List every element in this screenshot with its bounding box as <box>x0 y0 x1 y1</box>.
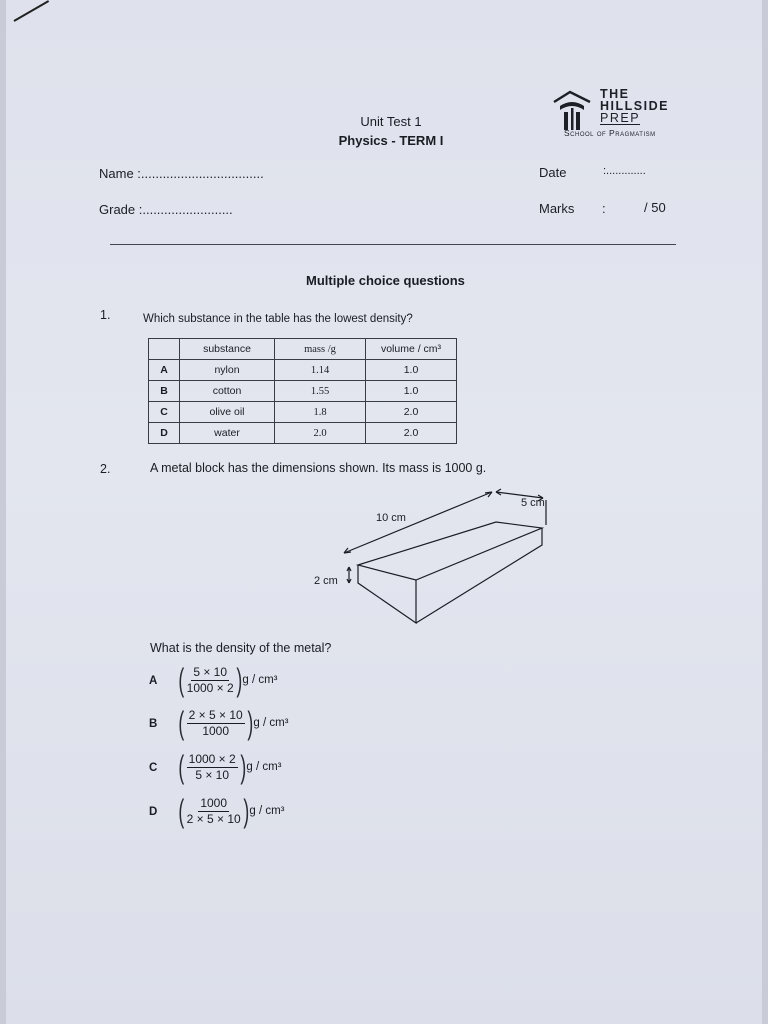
numerator: 2 × 5 × 10 <box>188 707 243 722</box>
fraction <box>187 665 234 696</box>
school-name-line1: THE <box>600 87 630 101</box>
unit: g / cm³ <box>253 717 289 729</box>
option-d-letter[interactable]: D <box>149 806 158 818</box>
test-title: Unit Test 1 <box>360 114 422 129</box>
exam-sheet <box>6 0 762 1024</box>
test-subject: Physics - TERM I <box>338 133 444 148</box>
table-row <box>149 423 457 444</box>
marks-label: Marks <box>539 201 575 216</box>
row-substance: nylon <box>180 360 275 381</box>
paren-close: ) <box>243 793 249 829</box>
unit: g / cm³ <box>246 761 282 773</box>
option-c-letter[interactable]: C <box>149 762 158 774</box>
row-mass: 1.14 <box>275 360 366 381</box>
school-name-line3: PREP <box>600 111 641 125</box>
option-b-letter[interactable]: B <box>149 718 158 730</box>
option-b-fraction[interactable] <box>176 707 289 739</box>
paren-close: ) <box>236 662 242 698</box>
row-volume: 1.0 <box>366 381 457 402</box>
density-table <box>148 338 457 444</box>
table-header: substance <box>180 339 275 360</box>
paren-open: ( <box>178 662 185 698</box>
q1-number: 1. <box>100 308 111 322</box>
marks-colon: : <box>602 201 606 216</box>
row-volume: 1.0 <box>366 360 457 381</box>
table-row <box>149 381 457 402</box>
row-letter: A <box>149 360 180 381</box>
pencil-mark <box>14 0 50 22</box>
option-c-fraction[interactable] <box>176 751 282 783</box>
school-name-line2: HILLSIDE <box>600 99 669 113</box>
row-substance: water <box>180 423 275 444</box>
school-name <box>600 88 669 125</box>
grade-field[interactable]: Grade :......................... <box>99 202 233 217</box>
paren-close: ) <box>247 705 253 741</box>
school-tagline: School of Pragmatism <box>564 128 656 138</box>
table-header: volume / cm³ <box>366 339 457 360</box>
section-title: Multiple choice questions <box>306 273 465 288</box>
table-header <box>149 339 180 360</box>
numerator: 1000 × 2 <box>188 751 236 766</box>
row-mass: 1.55 <box>275 381 366 402</box>
denominator: 1000 <box>202 723 230 738</box>
header-divider <box>110 244 676 245</box>
q1-text: Which substance in the table has the lowest density? <box>143 313 413 325</box>
paren-open: ( <box>178 705 185 741</box>
name-field[interactable]: Name :.................................. <box>99 166 264 181</box>
dim-width-label: 5 cm <box>521 497 545 509</box>
fraction <box>187 708 245 739</box>
marks-total: / 50 <box>644 200 666 215</box>
dim-length-label: 10 cm <box>376 512 406 524</box>
row-letter: B <box>149 381 180 402</box>
row-mass: 2.0 <box>275 423 366 444</box>
option-a-fraction[interactable] <box>176 664 278 696</box>
row-letter: D <box>149 423 180 444</box>
q2-text: A metal block has the dimensions shown. Its mass is 1000 g. <box>150 461 487 475</box>
row-volume: 2.0 <box>366 423 457 444</box>
unit: g / cm³ <box>249 805 285 817</box>
paren-open: ( <box>178 749 185 785</box>
denominator: 1000 × 2 <box>186 680 234 695</box>
q2-number: 2. <box>100 462 111 476</box>
paren-open: ( <box>178 793 185 829</box>
option-d-fraction[interactable] <box>176 795 285 827</box>
numerator: 1000 <box>200 795 228 810</box>
date-field[interactable]: :............. <box>603 165 646 177</box>
unit: g / cm³ <box>242 674 278 686</box>
fraction <box>187 796 241 827</box>
fraction <box>187 752 238 783</box>
table-row <box>149 360 457 381</box>
table-header: mass /g <box>275 339 366 360</box>
numerator: 5 × 10 <box>193 664 228 679</box>
row-volume: 2.0 <box>366 402 457 423</box>
test-heading <box>306 112 476 150</box>
denominator: 5 × 10 <box>195 767 230 782</box>
table-header-row <box>149 339 457 360</box>
row-substance: olive oil <box>180 402 275 423</box>
table-row <box>149 402 457 423</box>
dim-height-label: 2 cm <box>314 575 338 587</box>
row-letter: C <box>149 402 180 423</box>
option-a-letter[interactable]: A <box>149 675 158 687</box>
paren-close: ) <box>240 749 246 785</box>
row-substance: cotton <box>180 381 275 402</box>
row-mass: 1.8 <box>275 402 366 423</box>
date-label: Date <box>539 165 567 180</box>
denominator: 2 × 5 × 10 <box>186 811 241 826</box>
q2-question: What is the density of the metal? <box>150 641 332 655</box>
